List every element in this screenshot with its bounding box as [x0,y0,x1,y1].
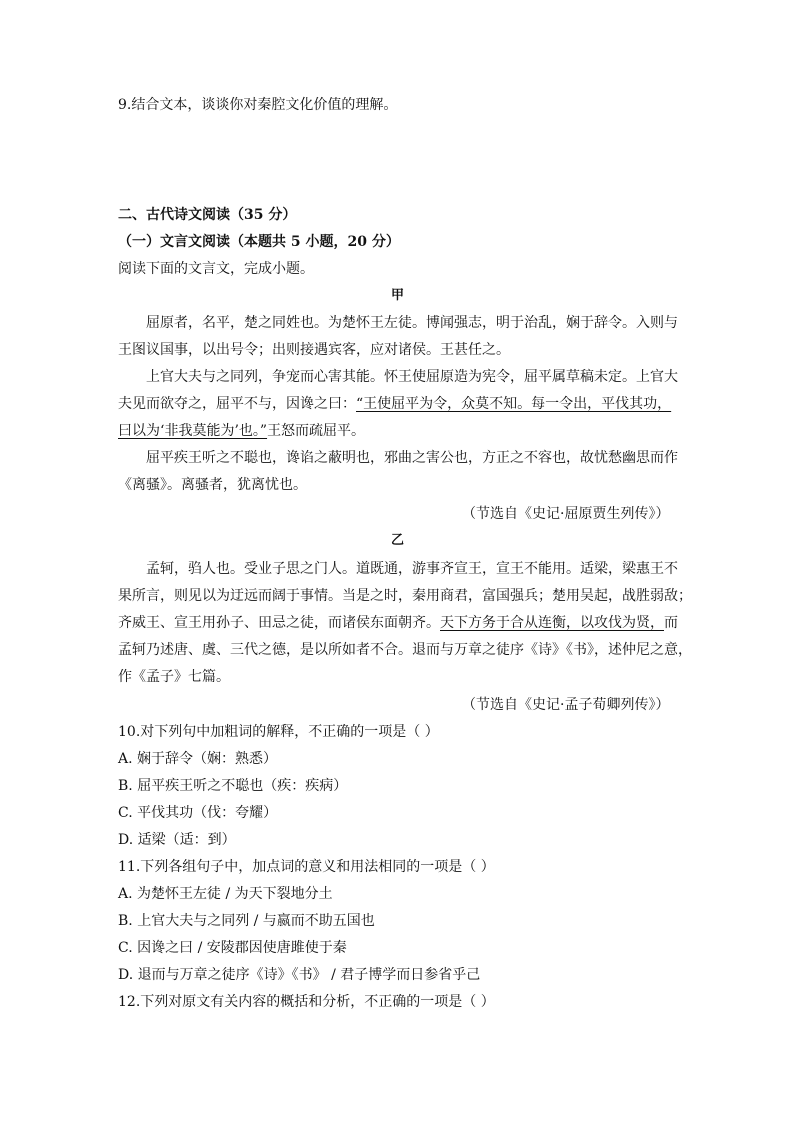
question-10-stem: 10.对下列句中加粗词的解释，不正确的一项是（ ） [118,724,439,740]
section-title: 二、古代诗文阅读（35 分） [118,207,297,223]
q11-option-b: B. 上官大夫与之同列 / 与嬴而不助五国也 [118,913,375,929]
text-segment: 齐威王、宣王用孙子、田忌之徒，而诸侯东面朝齐。 [118,615,440,631]
q11-option-d: D. 退而与万章之徒序《诗》《书》 / 君子博学而日参省乎己 [118,967,481,983]
q10-option-c: C. 平伐其功（伐：夸耀） [118,805,278,821]
passage-yi-line: 孟轲，驺人也。受业子思之门人。道既通，游事齐宣王，宣王不能用。适梁，梁惠王不 [146,561,678,577]
instruction: 阅读下面的文言文，完成小题。 [118,261,314,277]
q10-option-a: A. 娴于辞令（娴：熟悉） [118,751,278,767]
q11-option-c: C. 因谗之曰 / 安陵郡因使唐雎使于秦 [118,940,347,956]
subsection-title: （一）文言文阅读（本题共 5 小题，20 分） [118,234,400,250]
underlined-quote: “王使屈平为令，众莫不知。每一令出，平伐其功， [356,396,672,412]
passage-yi-label: 乙 [391,533,405,548]
passage-yi-line: 孟轲乃述唐、虞、三代之德，是以所如者不合。退而与万章之徒序《诗》《书》，述仲尼之意， [118,642,692,658]
underlined-quote: 曰以为‘非我莫能为’也。” [118,423,268,439]
underlined-sentence: 天下方务于合从连衡，以攻伐为贤， [440,615,664,631]
passage-jia-line [118,422,365,440]
passage-yi-line: 果所言，则见以为迂远而阔于事情。当是之时，秦用商君，富国强兵；楚用吴起，战胜弱敌； [118,588,692,604]
passage-jia-line: 屈平疾王听之不聪也，谗谄之蔽明也，邪曲之害公也，方正之不容也，故忧愁幽思而作 [146,450,678,466]
passage-yi-line: 作《孟子》七篇。 [118,669,230,685]
question-11-stem: 11.下列各组句子中，加点词的意义和用法相同的一项是（ ） [118,859,495,875]
passage-yi-line [118,614,678,632]
passage-jia-line: 屈原者，名平，楚之同姓也。为楚怀王左徒。博闻强志，明于治乱，娴于辞令。入则与 [146,315,678,331]
text-segment: 王怒而疏屈平。 [267,423,366,439]
q10-option-b: B. 屈平疾王听之不聪也（疾：疾病） [118,778,348,794]
question-9: 9.结合文本，谈谈你对秦腔文化价值的理解。 [118,97,398,113]
passage-jia-source: （节选自《史记·屈原贾生列传》） [462,506,670,522]
passage-jia-line: 《离骚》。离骚者，犹离忧也。 [118,477,307,493]
passage-jia-line: 上官大夫与之同列，争宠而心害其能。怀王使屈原造为宪令，屈平属草稿未定。上官大 [146,369,678,385]
q11-option-a: A. 为楚怀王左徒 / 为天下裂地分土 [118,886,333,902]
passage-jia-line [118,395,671,413]
q10-option-d: D. 适梁（适：到） [118,832,236,848]
text-segment: 夫见而欲夺之，屈平不与，因谗之曰： [118,396,356,412]
passage-yi-source: （节选自《史记·孟子荀卿列传》） [462,697,670,713]
passage-jia-line: 王图议国事，以出号令；出则接遇宾客，应对诸侯。王甚任之。 [118,342,510,358]
question-12-stem: 12.下列对原文有关内容的概括和分析，不正确的一项是（ ） [118,994,495,1010]
passage-jia-label: 甲 [391,288,405,303]
text-segment: 而 [664,615,678,631]
